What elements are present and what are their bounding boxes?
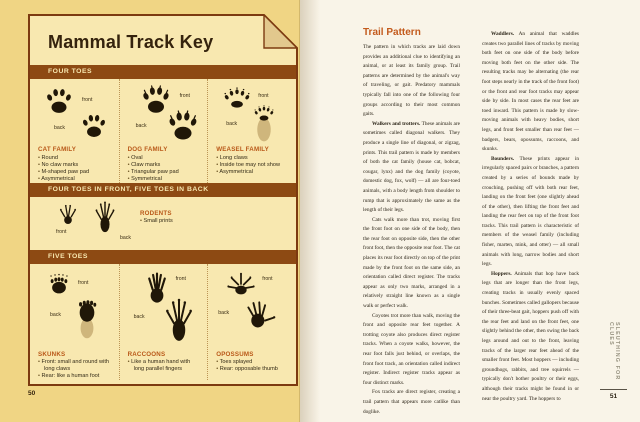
back-label: back: [50, 311, 61, 318]
back-label: back: [120, 234, 131, 241]
paragraph: Coyotes trot more than walk, moving the front and opposite rear feet together. A trotting coyote also produces direct register tracks. When a coyote walks, however, the rear foot falls just behind, or overlaps, the front foot track, an orientation called indirect register. Indirect register tracks appear as four distinct marks.: [363, 312, 460, 386]
cat-tracks: [38, 83, 113, 143]
bullet: • No claw marks: [38, 162, 113, 169]
bullet: • Rear: like a human foot: [38, 373, 113, 380]
weasel-front-track-icon: [222, 87, 252, 109]
paragraph: Cats walk more than trot, moving first the front foot on one side of the body, then the rear foot on opposite side, then the other front foot, then the opposite rear foot. The cat places its rear foot directly on top of the print made by the front foot on the same side, an orientation called direct register. The tracks appear as only two marks, arranged in a relatively straight line known as a single walk or perfect walk.: [363, 216, 460, 310]
rodents-text: [140, 207, 260, 226]
dog-tracks: [128, 83, 202, 143]
bullet: • Triangular paw pad: [128, 169, 202, 176]
dog-back-track-icon: [166, 110, 200, 141]
weasel-tracks: [216, 83, 290, 143]
bullet: • Symmetrical: [128, 176, 202, 183]
paragraph: Fox tracks are direct register, creating a trail pattern that appears more catlike than doglike.: [363, 389, 460, 415]
panel-title: Mammal Track Key: [48, 32, 214, 52]
family-name: WEASEL FAMILY: [216, 146, 269, 153]
skunk-front-track-icon: [46, 273, 72, 295]
bullet: • Toes splayed: [216, 359, 290, 366]
paragraph: Waddlers. An animal that waddles creates two parallel lines of tracks by moving both feet on one side of the body before moving both feet on the other side. The resulting tracks may be alternating (the rear foot steps nearly in the track of the front foot) or the front and rear foot tracks may appear side by side. In most cases the rear feet are toed inward. This pattern is made by slow-moving animals with heavy bodies, short legs, and front feet smaller than rear feet — badgers, bears, opossums, raccoons, and skunks.: [482, 31, 579, 153]
cat-back-track-icon: [80, 113, 108, 138]
paragraph-lead: Walkers and trotters.: [372, 120, 421, 127]
left-page: [0, 0, 300, 422]
family-bullets: [216, 155, 290, 176]
paragraph: Walkers and trotters. These animals are sometimes called diagonal walkers. They produce a single line of diagonal, or zigzag, prints. This trail pattern is made by members of both the cat family (house cat, bobcat, cougar, lynx) and the dog family (coyote, domestic dog, fox, wolf) — all are four-toed animals, with a body length from shoulder to rump that is approximately the same as the length of their legs.: [363, 120, 460, 214]
family-name: DOG FAMILY: [127, 146, 168, 153]
front-label: front: [82, 97, 93, 103]
raccoons-column: [119, 264, 208, 381]
weasel-back-track-icon: [252, 105, 276, 143]
bullet: • Oval: [128, 155, 202, 162]
dog-family-column: [119, 79, 208, 183]
section-five-toes: [30, 264, 296, 381]
family-bullets: [38, 155, 113, 183]
front-label: front: [262, 275, 273, 282]
front-label: front: [78, 279, 89, 286]
rodent-front-track-icon: [58, 203, 78, 225]
skunk-back-track-icon: [76, 298, 98, 340]
section-rodents: [30, 197, 296, 250]
section-four-toes: [30, 79, 296, 183]
front-label: front: [258, 93, 269, 99]
cat-front-track-icon: [44, 87, 74, 114]
bullet: • Inside toe may not show: [216, 162, 290, 169]
bullet: • Rear: opposable thumb: [216, 366, 290, 373]
opossum-tracks: [216, 268, 290, 348]
front-label: front: [179, 93, 190, 99]
text-column-2: [482, 30, 579, 418]
paragraph: The pattern in which tracks are laid down provides an additional clue to identifying an animal, or at least its family group. Trail patterns are determined by the animal's way of traveling, or gait. Predatory mammals typically fall into one of the following four groups according to their most common gaits.: [363, 44, 460, 118]
back-label: back: [218, 309, 230, 316]
rodent-back-track-icon: [94, 200, 116, 234]
page-number-right: 51: [600, 389, 627, 400]
weasel-family-column: [207, 79, 296, 183]
family-bullets: [216, 359, 290, 373]
back-label: back: [133, 313, 145, 320]
section-heading: Trail Pattern: [363, 27, 421, 38]
family-name: CAT FAMILY: [38, 146, 77, 153]
section-bar-five-toes: FIVE TOES: [30, 250, 296, 264]
section-bar-four-toes: FOUR TOES: [30, 65, 296, 79]
paragraph-lead: Waddlers.: [491, 31, 515, 37]
back-label: back: [135, 123, 147, 129]
paragraph-lead: Hoppers.: [491, 270, 512, 277]
paragraph-lead: Bounders.: [491, 155, 515, 162]
bullet: • Like a human hand with long parallel fingers: [128, 359, 202, 373]
track-key-panel: [28, 14, 298, 386]
family-name: OPOSSUMS: [216, 350, 254, 358]
opossum-front-track-icon: [226, 272, 256, 296]
family-bullets: [128, 359, 202, 373]
raccoon-tracks: [128, 268, 202, 348]
paragraph: Bounders. These prints appear in irregularly spaced pairs or branches, a pattern created by a series of bounds made by crouching, pushing off with both rear feet, landing on the front feet (one slightly ahead of the other), then lifting the front feet and landing the rear feet on top of the front foot tracks. This trail pattern is characteristic of members of the weasel family (including fisher, marten, mink, and otter) — all small animals with long, narrow bodies and short legs.: [482, 155, 579, 268]
family-name: RODENTS: [140, 209, 172, 217]
section-bar-four-front-five-back: FOUR TOES IN FRONT, FIVE TOES IN BACK: [30, 183, 296, 197]
family-bullets: [128, 155, 202, 183]
paragraph: Hoppers. Animals that hop have back legs that are longer than the front legs, creating tracks in usually evenly spaced bunches. Sometimes called gallopers because of their three-beat gait, hoppers push off with the rear feet and land on the front feet, one slightly behind the other, then swing the back legs around and out to the front, leaving tracks of the larger rear feet ahead of the smaller front feet. Most hoppers — including groundhogs, rabbits, and tree squirrels — typically don't bother poultry or their eggs, although their tracks might be found in or near the poultry yard. The hoppers to: [482, 270, 579, 402]
cat-family-column: [30, 79, 119, 183]
family-bullets: [140, 218, 260, 225]
chapter-tab: SLEUTHING FOR CLUES: [608, 322, 620, 381]
raccoon-back-track-icon: [164, 296, 194, 344]
page-number-left: 50: [28, 390, 36, 397]
back-label: back: [54, 125, 65, 131]
bullet: • Asymmetrical: [216, 169, 290, 176]
bullet: • Long claws: [216, 155, 290, 162]
front-label: front: [175, 275, 186, 282]
family-name: SKUNKS: [38, 350, 66, 358]
bullet: • Front: small and round with long claws: [38, 359, 113, 373]
bullet: • M-shaped paw pad: [38, 169, 113, 176]
family-bullets: [38, 359, 113, 380]
right-page: [300, 0, 640, 422]
bullet: • Asymmetrical: [38, 176, 113, 183]
bullet: • Small prints: [140, 218, 260, 225]
back-label: back: [226, 121, 238, 127]
skunks-column: [30, 264, 119, 381]
family-name: RACCOONS: [127, 350, 166, 358]
skunk-tracks: [38, 268, 113, 348]
opossum-back-track-icon: [244, 298, 276, 330]
opossums-column: [207, 264, 296, 381]
text-column-1: [363, 27, 460, 415]
front-label: front: [56, 228, 67, 235]
bullet: • Round: [38, 155, 113, 162]
bullet: • Claw marks: [128, 162, 202, 169]
